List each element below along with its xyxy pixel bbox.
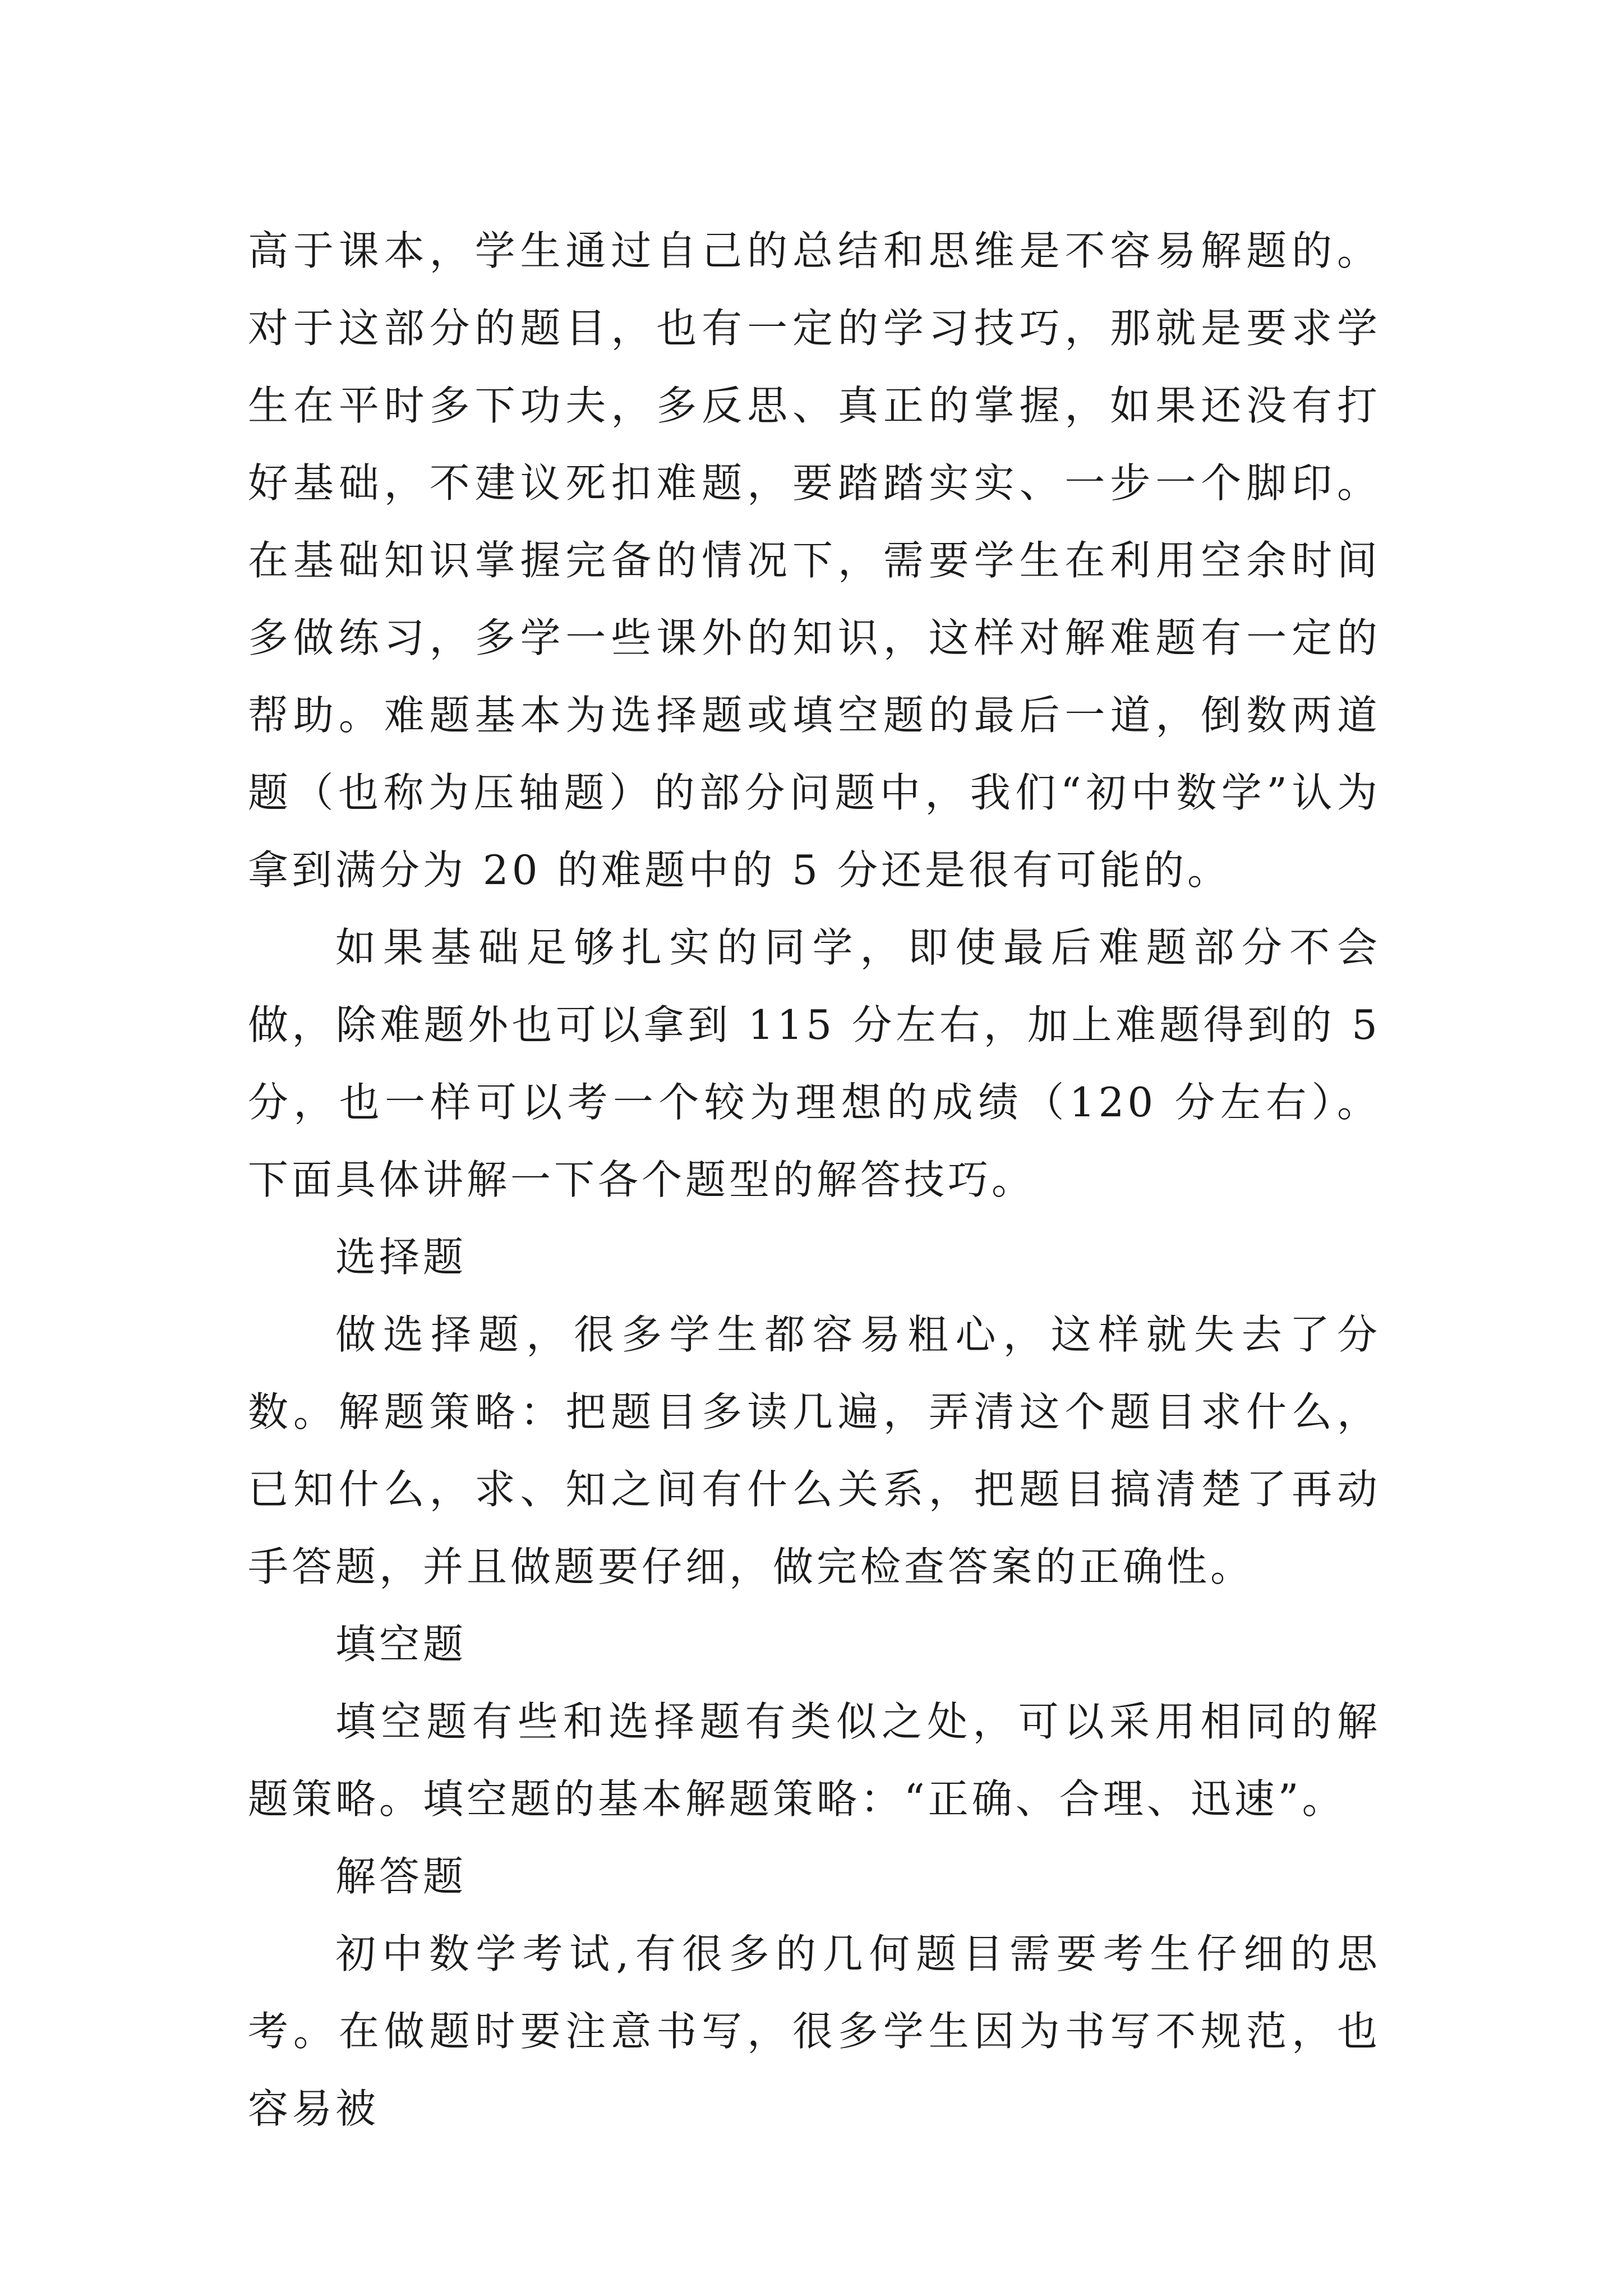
- paragraph-2: 如果基础足够扎实的同学，即使最后难题部分不会做，除难题外也可以拿到 115 分左右，加上难题得到的 5 分，也一样可以考一个较为理想的成绩（120 分左右）。下面具体讲解一下各个题型的解答技巧。: [248, 924, 1381, 1203]
- section-heading-fill-blank: 填空题: [335, 1621, 467, 1668]
- paragraph-3: 做选择题，很多学生都容易粗心，这样就失去了分数。解题策略：把题目多读几遍，弄清这个题目求什么，已知什么，求、知之间有什么关系，把题目搞清楚了再动手答题，并且做题要仔细，做完检查答案的正确性。: [248, 1311, 1381, 1590]
- section-heading-answer: 解答题: [335, 1853, 467, 1900]
- document-body: [248, 212, 1381, 2147]
- paragraph-5: 初中数学考试,有很多的几何题目需要考生仔细的思考。在做题时要注意书写，很多学生因为书写不规范，也容易被: [248, 1930, 1381, 2132]
- section-heading-choice: 选择题: [335, 1234, 467, 1281]
- paragraph-4: 填空题有些和选择题有类似之处，可以采用相同的解题策略。填空题的基本解题策略：“正确、合理、迅速”。: [248, 1698, 1381, 1823]
- paragraph-1: 高于课本，学生通过自己的总结和思维是不容易解题的。对于这部分的题目，也有一定的学习技巧，那就是要求学生在平时多下功夫，多反思、真正的掌握，如果还没有打好基础，不建议死扣难题，要踏踏实实、一步一个脚印。在基础知识掌握完备的情况下，需要学生在利用空余时间多做练习，多学一些课外的知识，这样对解难题有一定的帮助。难题基本为选择题或填空题的最后一道，倒数两道题（也称为压轴题）的部分问题中，我们“初中数学”认为拿到满分为 20 的难题中的 5 分还是很有可能的。: [248, 227, 1381, 894]
